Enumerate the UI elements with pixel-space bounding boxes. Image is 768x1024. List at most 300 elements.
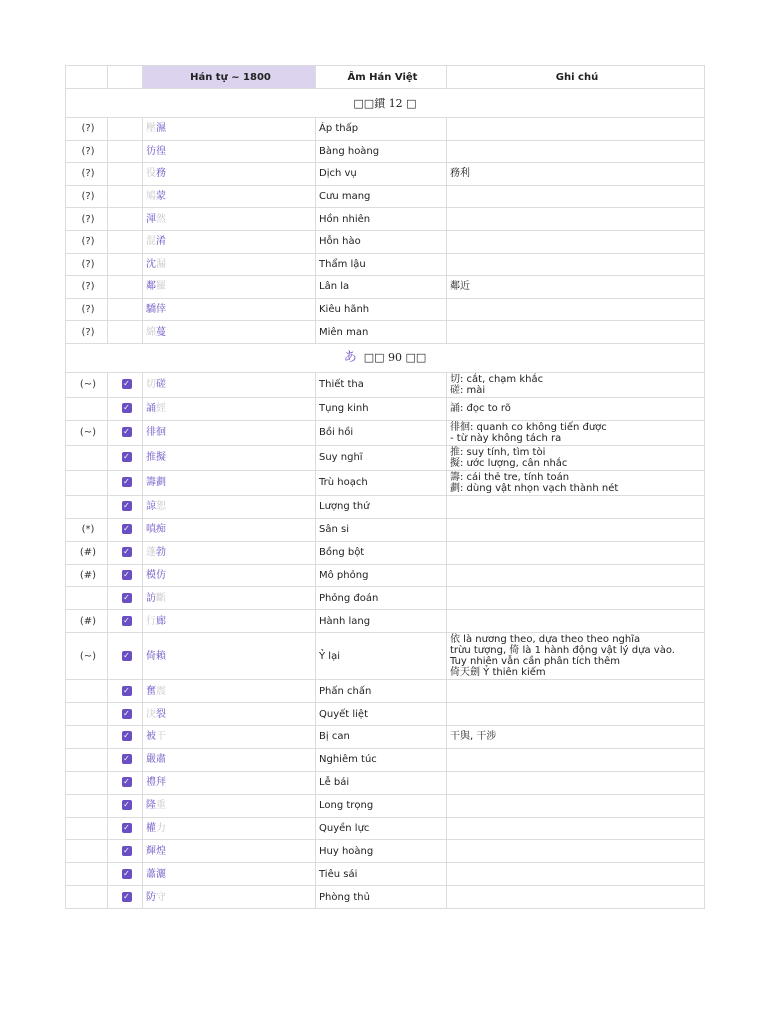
row-mark (66, 470, 108, 495)
row-reading: Trù hoạch (316, 470, 447, 495)
han-char-2: 經 (156, 403, 166, 415)
checkbox-checked-icon[interactable]: ✓ (123, 822, 130, 832)
row-checkbox-cell[interactable] (108, 863, 143, 886)
table-row (66, 680, 705, 703)
row-reading: Mô phỏng (316, 564, 447, 587)
han-char-2: 然 (156, 213, 166, 225)
row-note (447, 771, 705, 794)
row-han-tu (143, 564, 316, 587)
row-mark: (?) (66, 230, 108, 253)
row-han-tu (143, 541, 316, 564)
row-han-tu (143, 886, 316, 909)
row-mark (66, 397, 108, 420)
checkbox-checked-icon[interactable]: ✓ (123, 868, 130, 878)
checkbox-checked-icon[interactable]: ✓ (123, 592, 130, 602)
checkbox-checked-icon[interactable]: ✓ (123, 685, 130, 695)
table-row (66, 163, 705, 186)
row-han-tu (143, 794, 316, 817)
row-han-tu (143, 445, 316, 470)
row-note (447, 253, 705, 276)
section-kana: あ (343, 350, 357, 366)
han-char-1: 渾 (146, 213, 156, 225)
row-note (447, 518, 705, 541)
row-reading: Hỗn hào (316, 230, 447, 253)
row-han-tu (143, 703, 316, 726)
note-line: 徘徊: quanh co không tiến được (450, 421, 607, 433)
row-checkbox-cell[interactable] (108, 470, 143, 495)
checkbox-checked-icon[interactable]: ✓ (123, 501, 130, 511)
row-han-tu (143, 230, 316, 253)
row-han-tu (143, 397, 316, 420)
row-reading: Long trọng (316, 794, 447, 817)
row-reading: Cưu mang (316, 185, 447, 208)
note-line: 干與, 干涉 (450, 731, 497, 743)
han-char-2: 擬 (156, 452, 166, 464)
row-checkbox-cell[interactable] (108, 725, 143, 748)
row-reading: Miên man (316, 321, 447, 344)
row-checkbox-cell[interactable] (108, 564, 143, 587)
row-checkbox-cell (108, 298, 143, 321)
row-han-tu (143, 771, 316, 794)
row-checkbox-cell[interactable] (108, 610, 143, 633)
han-char-2: 震 (156, 685, 166, 697)
han-char-1: 決 (146, 708, 156, 720)
han-char-2: 徨 (156, 145, 166, 157)
han-char-2: 倖 (156, 304, 166, 316)
row-note (447, 185, 705, 208)
han-char-2: 劃 (156, 477, 166, 489)
table-row (66, 703, 705, 726)
row-mark (66, 445, 108, 470)
row-checkbox-cell[interactable] (108, 420, 143, 445)
row-han-tu (143, 372, 316, 397)
han-char-1: 訪 (146, 592, 156, 604)
row-note (447, 321, 705, 344)
row-checkbox-cell (108, 140, 143, 163)
vocabulary-table (65, 65, 705, 909)
han-char-1: 隆 (146, 800, 156, 812)
header-han-tu[interactable]: Hán tự ~ 1800 (143, 66, 316, 89)
table-row (66, 817, 705, 840)
row-note (447, 208, 705, 231)
checkbox-checked-icon[interactable]: ✓ (123, 477, 130, 487)
row-note (447, 298, 705, 321)
row-mark (66, 680, 108, 703)
checkbox-checked-icon[interactable]: ✓ (123, 891, 130, 901)
han-char-1: 切 (146, 379, 156, 391)
row-note (447, 817, 705, 840)
row-checkbox-cell (108, 276, 143, 299)
row-checkbox-cell (108, 230, 143, 253)
row-note (447, 140, 705, 163)
han-char-1: 嚴 (146, 754, 156, 766)
han-char-2: 賴 (156, 650, 166, 662)
row-mark: (?) (66, 118, 108, 141)
row-note (447, 163, 705, 186)
row-reading: Lễ bái (316, 771, 447, 794)
row-reading: Lượng thứ (316, 495, 447, 518)
han-char-1: 彷 (146, 145, 156, 157)
row-han-tu (143, 118, 316, 141)
header-row (66, 66, 705, 89)
row-mark (66, 771, 108, 794)
note-line: 倚天劍 Ỷ thiên kiếm (450, 667, 546, 679)
table-row (66, 445, 705, 470)
row-checkbox-cell (108, 321, 143, 344)
han-char-1: 籌 (146, 477, 156, 489)
row-mark (66, 703, 108, 726)
han-char-1: 防 (146, 891, 156, 903)
han-char-1: 鄰 (146, 281, 156, 293)
row-note (447, 863, 705, 886)
table-row (66, 495, 705, 518)
row-checkbox-cell[interactable] (108, 771, 143, 794)
row-note (447, 886, 705, 909)
row-han-tu (143, 163, 316, 186)
row-mark (66, 748, 108, 771)
han-char-1: 壓 (146, 123, 156, 135)
section-title: □□ 90 □□ (363, 351, 427, 365)
row-mark: (~) (66, 633, 108, 680)
table-row (66, 794, 705, 817)
han-char-2: 廊 (156, 615, 166, 627)
row-note (447, 372, 705, 397)
row-mark (66, 725, 108, 748)
checkbox-checked-icon[interactable]: ✓ (123, 547, 130, 557)
row-reading: Tiêu sái (316, 863, 447, 886)
checkbox-checked-icon[interactable]: ✓ (123, 403, 130, 413)
table-row (66, 886, 705, 909)
row-note (447, 680, 705, 703)
row-mark (66, 840, 108, 863)
row-mark (66, 817, 108, 840)
han-char-2: 煌 (156, 845, 166, 857)
table-row (66, 564, 705, 587)
han-char-1: 蓬 (146, 547, 156, 559)
han-char-2: 蔓 (156, 326, 166, 338)
row-mark (66, 863, 108, 886)
han-char-1: 驕 (146, 304, 156, 316)
row-mark: (?) (66, 208, 108, 231)
row-mark (66, 587, 108, 610)
row-reading: Dịch vụ (316, 163, 447, 186)
row-mark: (#) (66, 610, 108, 633)
table-row (66, 840, 705, 863)
row-note (447, 118, 705, 141)
row-reading: Thiết tha (316, 372, 447, 397)
table-row (66, 863, 705, 886)
row-reading: Bị can (316, 725, 447, 748)
row-note (447, 495, 705, 518)
han-char-1: 綿 (146, 326, 156, 338)
row-checkbox-cell[interactable] (108, 886, 143, 909)
row-checkbox-cell (108, 163, 143, 186)
row-note (447, 748, 705, 771)
row-checkbox-cell[interactable] (108, 445, 143, 470)
table-row (66, 420, 705, 445)
row-reading: Suy nghĩ (316, 445, 447, 470)
table-row (66, 470, 705, 495)
row-reading: Kiêu hãnh (316, 298, 447, 321)
row-checkbox-cell[interactable] (108, 840, 143, 863)
row-han-tu (143, 140, 316, 163)
row-han-tu (143, 518, 316, 541)
header-check (108, 66, 143, 89)
han-char-1: 誦 (146, 403, 156, 415)
row-mark (66, 495, 108, 518)
checkbox-checked-icon[interactable]: ✓ (123, 845, 130, 855)
han-char-1: 權 (146, 822, 156, 834)
row-checkbox-cell[interactable] (108, 633, 143, 680)
row-mark (66, 794, 108, 817)
row-reading: Ỷ lại (316, 633, 447, 680)
table-row (66, 610, 705, 633)
note-line: 劃: dùng vật nhọn vạch thành nét (450, 482, 619, 494)
row-han-tu (143, 276, 316, 299)
row-han-tu (143, 748, 316, 771)
han-char-1: 鳩 (146, 191, 156, 203)
row-checkbox-cell[interactable] (108, 518, 143, 541)
row-mark: (?) (66, 298, 108, 321)
checkbox-checked-icon[interactable]: ✓ (123, 754, 130, 764)
han-char-1: 被 (146, 731, 156, 743)
checkbox-checked-icon[interactable]: ✓ (123, 524, 130, 534)
han-char-1: 嗔 (146, 524, 156, 536)
row-reading: Hồn nhiên (316, 208, 447, 231)
han-char-2: 斷 (156, 592, 166, 604)
row-reading: Phòng thủ (316, 886, 447, 909)
table-row (66, 518, 705, 541)
row-reading: Phấn chấn (316, 680, 447, 703)
row-han-tu (143, 840, 316, 863)
section-label: □□鏆 12 □ (66, 89, 705, 118)
row-reading: Lân la (316, 276, 447, 299)
han-char-1: 推 (146, 452, 156, 464)
table-row (66, 633, 705, 680)
row-reading: Hành lang (316, 610, 447, 633)
note-line: 依 là nương theo, dựa theo theo nghĩa (450, 634, 641, 646)
row-note (447, 541, 705, 564)
han-char-2: 勃 (156, 547, 166, 559)
row-han-tu (143, 420, 316, 445)
row-checkbox-cell[interactable] (108, 680, 143, 703)
header-ghi-chu[interactable]: Ghi chú (447, 66, 705, 89)
table-row (66, 541, 705, 564)
han-char-1: 行 (146, 615, 156, 627)
han-char-2: 濕 (156, 123, 166, 135)
row-note (447, 276, 705, 299)
han-char-2: 漏 (156, 258, 166, 270)
table-row (66, 118, 705, 141)
han-char-2: 痴 (156, 524, 166, 536)
row-checkbox-cell[interactable] (108, 372, 143, 397)
row-reading: Bồi hồi (316, 420, 447, 445)
han-char-2: 重 (156, 800, 166, 812)
row-mark: (~) (66, 420, 108, 445)
row-han-tu (143, 208, 316, 231)
table-row (66, 725, 705, 748)
row-mark: (?) (66, 276, 108, 299)
header-mark (66, 66, 108, 89)
row-checkbox-cell[interactable] (108, 794, 143, 817)
han-char-2: 徊 (156, 427, 166, 439)
row-mark: (?) (66, 140, 108, 163)
row-note (447, 725, 705, 748)
row-note (447, 445, 705, 470)
row-han-tu (143, 633, 316, 680)
row-mark (66, 886, 108, 909)
row-reading: Phỏng đoán (316, 587, 447, 610)
table-row (66, 397, 705, 420)
row-han-tu (143, 470, 316, 495)
table-row (66, 185, 705, 208)
row-checkbox-cell (108, 253, 143, 276)
row-han-tu (143, 863, 316, 886)
row-han-tu (143, 680, 316, 703)
row-checkbox-cell[interactable] (108, 817, 143, 840)
row-checkbox-cell (108, 118, 143, 141)
han-char-2: 干 (156, 731, 166, 743)
row-note (447, 420, 705, 445)
note-line: 務利 (450, 168, 470, 180)
table-row (66, 587, 705, 610)
row-note (447, 703, 705, 726)
checkbox-checked-icon[interactable]: ✓ (123, 777, 130, 787)
row-note (447, 610, 705, 633)
han-char-2: 淆 (156, 236, 166, 248)
checkbox-checked-icon[interactable]: ✓ (123, 708, 130, 718)
han-char-2: 恕 (156, 501, 166, 513)
han-char-1: 奮 (146, 685, 156, 697)
note-line: 籌: cái thẻ tre, tính toán (450, 471, 570, 483)
row-han-tu (143, 587, 316, 610)
han-char-2: 磋 (156, 379, 166, 391)
row-mark: (#) (66, 541, 108, 564)
table-row (66, 140, 705, 163)
row-reading: Huy hoàng (316, 840, 447, 863)
han-char-2: 肅 (156, 754, 166, 766)
section-label (66, 343, 705, 372)
row-checkbox-cell[interactable] (108, 397, 143, 420)
table-row (66, 276, 705, 299)
han-char-2: 裂 (156, 708, 166, 720)
han-char-2: 務 (156, 168, 166, 180)
checkbox-checked-icon[interactable]: ✓ (123, 650, 130, 660)
row-note (447, 587, 705, 610)
table-row (66, 253, 705, 276)
han-char-1: 混 (146, 236, 156, 248)
row-han-tu (143, 725, 316, 748)
han-char-2: 灑 (156, 868, 166, 880)
table-row (66, 321, 705, 344)
section-header-2 (66, 343, 705, 372)
row-note (447, 840, 705, 863)
note-line: Tuy nhiên vẫn cần phân tích thêm (450, 656, 621, 668)
han-char-2: 守 (156, 891, 166, 903)
han-char-2: 力 (156, 822, 166, 834)
row-note (447, 564, 705, 587)
row-reading: Bồng bột (316, 541, 447, 564)
row-checkbox-cell (108, 208, 143, 231)
header-am-han-viet[interactable]: Âm Hán Việt (316, 66, 447, 89)
row-checkbox-cell[interactable] (108, 587, 143, 610)
han-char-2: 蒙 (156, 191, 166, 203)
row-checkbox-cell[interactable] (108, 495, 143, 518)
section-header-1 (66, 89, 705, 118)
row-reading: Bàng hoàng (316, 140, 447, 163)
checkbox-checked-icon[interactable]: ✓ (123, 800, 130, 810)
row-mark: (?) (66, 185, 108, 208)
row-checkbox-cell[interactable] (108, 703, 143, 726)
table-row (66, 298, 705, 321)
row-mark: (*) (66, 518, 108, 541)
han-char-2: 仿 (156, 569, 166, 581)
han-char-2: 拜 (156, 777, 166, 789)
note-line: trừu tượng, 倚 là 1 hành động vật lý dựa vào. (450, 645, 675, 657)
row-mark: (?) (66, 163, 108, 186)
row-reading: Áp thấp (316, 118, 447, 141)
han-char-1: 輝 (146, 845, 156, 857)
row-han-tu (143, 185, 316, 208)
note-line: 切: cắt, chạm khắc (450, 373, 544, 385)
checkbox-checked-icon[interactable]: ✓ (123, 452, 130, 462)
table-row (66, 771, 705, 794)
han-char-1: 倚 (146, 650, 156, 662)
row-reading: Nghiêm túc (316, 748, 447, 771)
han-char-1: 諒 (146, 501, 156, 513)
table-row (66, 208, 705, 231)
table-row (66, 748, 705, 771)
checkbox-checked-icon[interactable]: ✓ (123, 379, 130, 389)
note-line: 誦: đọc to rõ (450, 403, 511, 415)
row-han-tu (143, 321, 316, 344)
row-reading: Quyết liệt (316, 703, 447, 726)
han-char-1: 禮 (146, 777, 156, 789)
note-line: 磋: mài (450, 384, 486, 396)
row-han-tu (143, 610, 316, 633)
row-note (447, 230, 705, 253)
han-char-1: 蕭 (146, 868, 156, 880)
table-row (66, 372, 705, 397)
row-reading: Thẩm lậu (316, 253, 447, 276)
row-checkbox-cell[interactable] (108, 541, 143, 564)
note-line: 推: suy tính, tìm tòi (450, 446, 546, 458)
note-line: 擬: ước lượng, cân nhắc (450, 457, 568, 469)
checkbox-checked-icon[interactable]: ✓ (123, 569, 130, 579)
row-reading: Sân si (316, 518, 447, 541)
row-note (447, 397, 705, 420)
checkbox-checked-icon[interactable]: ✓ (123, 731, 130, 741)
row-han-tu (143, 253, 316, 276)
han-char-2: 羅 (156, 281, 166, 293)
row-han-tu (143, 495, 316, 518)
note-line: 鄰近 (450, 281, 470, 293)
checkbox-checked-icon[interactable]: ✓ (123, 615, 130, 625)
row-note (447, 794, 705, 817)
han-char-1: 徘 (146, 427, 156, 439)
row-checkbox-cell[interactable] (108, 748, 143, 771)
row-reading: Tụng kinh (316, 397, 447, 420)
table-row (66, 230, 705, 253)
note-line: - từ này không tách ra (450, 432, 562, 444)
row-mark: (?) (66, 321, 108, 344)
han-char-1: 沈 (146, 258, 156, 270)
row-mark: (~) (66, 372, 108, 397)
han-char-1: 役 (146, 168, 156, 180)
row-mark: (?) (66, 253, 108, 276)
checkbox-checked-icon[interactable]: ✓ (123, 427, 130, 437)
row-mark: (#) (66, 564, 108, 587)
